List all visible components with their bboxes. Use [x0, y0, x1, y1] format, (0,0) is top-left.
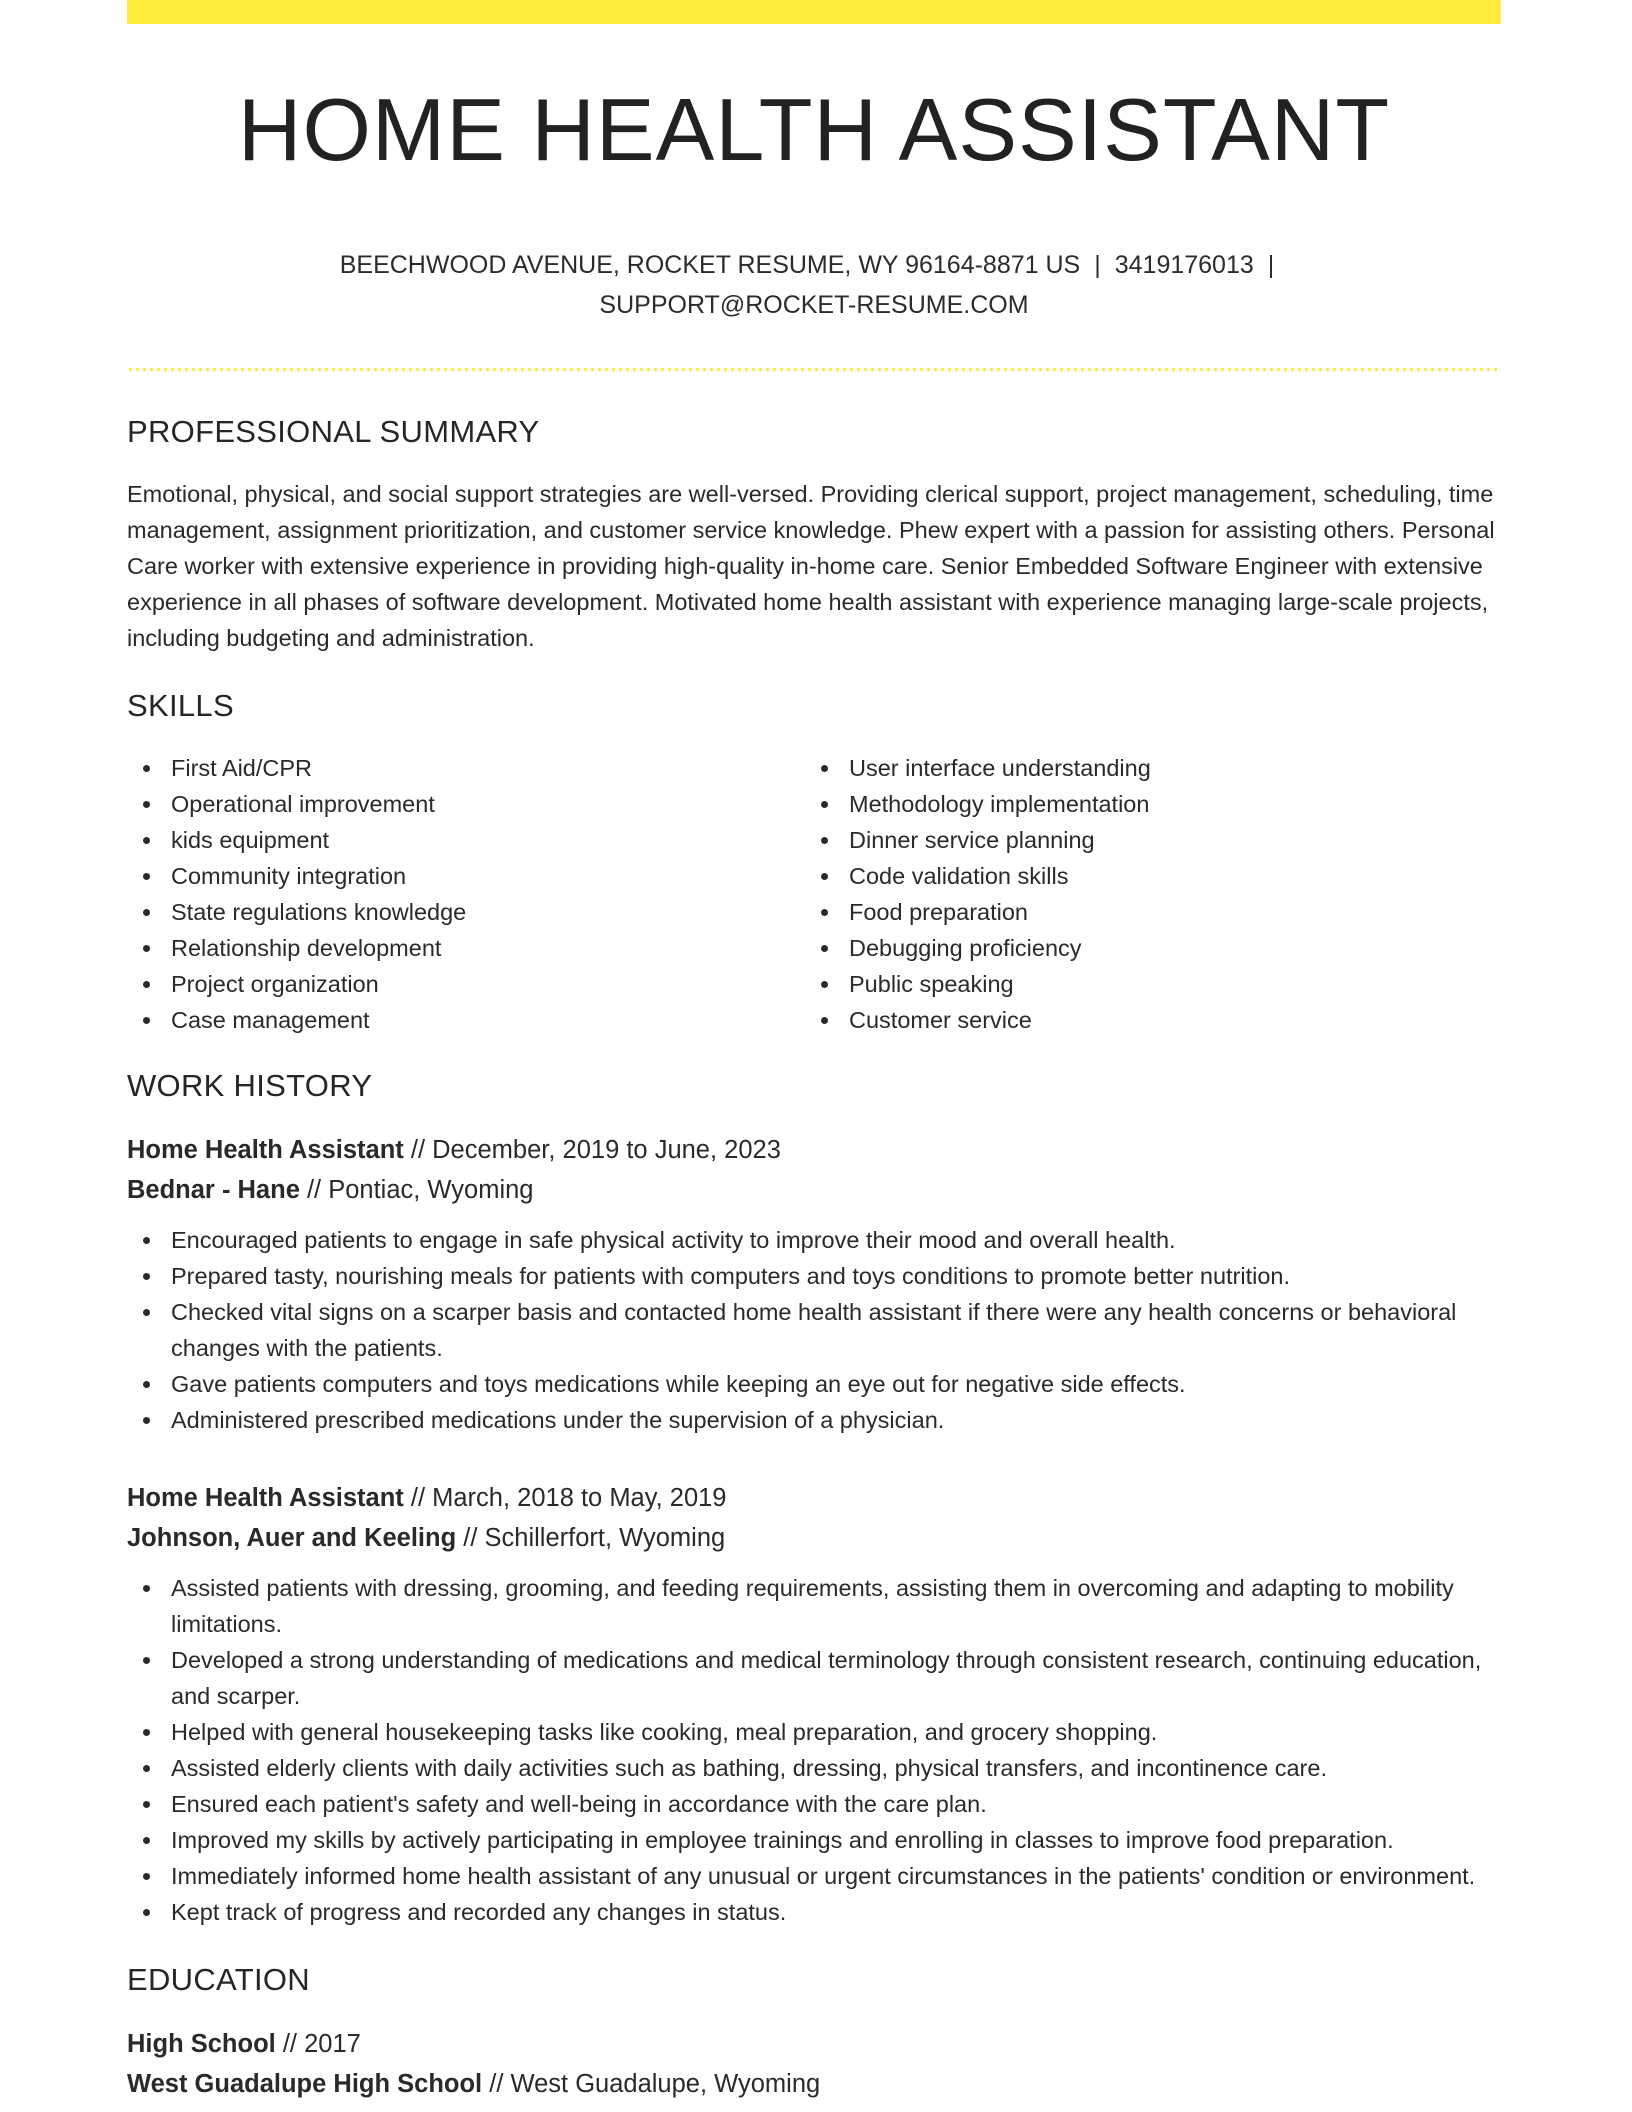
job-location: // Schillerfort, Wyoming [456, 1523, 726, 1552]
job-bullet: Helped with general housekeeping tasks like cooking, meal preparation, and grocery shopping. [127, 1714, 1501, 1750]
skill-item: User interface understanding [805, 750, 1483, 786]
education-year: // 2017 [275, 2029, 361, 2058]
education-heading: EDUCATION [127, 1961, 310, 1997]
job-company: Bednar - Hane [127, 1175, 300, 1204]
job-bullets [127, 1222, 1501, 1438]
skill-item: Dinner service planning [805, 822, 1483, 858]
dotted-divider [127, 367, 1501, 372]
education-entry [127, 2024, 1501, 2104]
job-bullet: Developed a strong understanding of medications and medical terminology through consistent research, continuing education, and scarper. [127, 1642, 1501, 1714]
education-location: // West Guadalupe, Wyoming [482, 2069, 821, 2098]
skill-item: State regulations knowledge [127, 894, 805, 930]
job-entry [127, 1478, 1501, 1930]
skill-item: Project organization [127, 966, 805, 1002]
job-title-line [127, 1130, 1501, 1170]
skill-item: First Aid/CPR [127, 750, 805, 786]
skill-item: Food preparation [805, 894, 1483, 930]
address: BEECHWOOD AVENUE, ROCKET RESUME, WY 96164-8871 US [339, 250, 1081, 279]
contact-line-2 [127, 285, 1501, 325]
resume-page [127, 0, 1501, 2104]
phone: 3419176013 [1114, 250, 1254, 279]
job-bullet: Assisted elderly clients with daily activities such as bathing, dressing, physical transfers, and incontinence care. [127, 1750, 1501, 1786]
summary-text: Emotional, physical, and social support strategies are well-versed. Providing clerical support, project management, scheduling, time management, assignment prioritization, and customer service knowledge. Phew expert with a passion for assisting others. Personal Care worker with extensive experience in providing high-quality in-home care. Senior Embedded Software Engineer with extensive experience in all phases of software development. Motivated home health assistant with experience managing large-scale projects, including budgeting and administration. [127, 480, 1495, 651]
education-school: West Guadalupe High School [127, 2069, 483, 2098]
job-company-line [127, 1518, 1501, 1558]
job-dates: // March, 2018 to May, 2019 [403, 1483, 727, 1512]
skill-item: Debugging proficiency [805, 930, 1483, 966]
skills-column-left [127, 750, 805, 1038]
education-degree-line [127, 2024, 1501, 2064]
education-school-line [127, 2064, 1501, 2104]
skills-list [127, 750, 1501, 1038]
summary-heading: PROFESSIONAL SUMMARY [127, 413, 540, 449]
work-history-heading: WORK HISTORY [127, 1067, 373, 1103]
job-role: Home Health Assistant [127, 1483, 404, 1512]
job-location: // Pontiac, Wyoming [299, 1175, 534, 1204]
contact-separator: | [1267, 250, 1275, 279]
skill-item: Methodology implementation [805, 786, 1483, 822]
skill-item: Case management [127, 1002, 805, 1038]
contact-info [127, 245, 1501, 325]
skill-item: Relationship development [127, 930, 805, 966]
education-degree: High School [127, 2029, 276, 2058]
job-bullet: Encouraged patients to engage in safe physical activity to improve their mood and overall health. [127, 1222, 1501, 1258]
contact-separator: | [1094, 250, 1101, 279]
skills-heading: SKILLS [127, 687, 234, 723]
job-dates: // December, 2019 to June, 2023 [403, 1135, 781, 1164]
job-bullet: Gave patients computers and toys medications while keeping an eye out for negative side effects. [127, 1366, 1501, 1402]
skill-item: Community integration [127, 858, 805, 894]
job-bullet: Checked vital signs on a scarper basis and contacted home health assistant if there were any health concerns or behavioral changes with the patients. [127, 1294, 1501, 1366]
contact-line-1 [127, 245, 1501, 285]
job-bullet: Kept track of progress and recorded any changes in status. [127, 1894, 1501, 1930]
job-entry [127, 1130, 1501, 1438]
skill-item: Code validation skills [805, 858, 1483, 894]
job-bullet: Administered prescribed medications under the supervision of a physician. [127, 1402, 1501, 1438]
job-company-line [127, 1170, 1501, 1210]
job-bullet: Improved my skills by actively participating in employee trainings and enrolling in classes to improve food preparation. [127, 1822, 1501, 1858]
job-bullets [127, 1570, 1501, 1930]
skill-item: Customer service [805, 1002, 1483, 1038]
candidate-name: HOME HEALTH ASSISTANT [237, 80, 1391, 179]
job-role: Home Health Assistant [127, 1135, 404, 1164]
job-company: Johnson, Auer and Keeling [127, 1523, 457, 1552]
skill-item: Operational improvement [127, 786, 805, 822]
job-bullet: Assisted patients with dressing, grooming, and feeding requirements, assisting them in overcoming and adapting to mobility limitations. [127, 1570, 1501, 1642]
skill-item: kids equipment [127, 822, 805, 858]
job-title-line [127, 1478, 1501, 1518]
job-bullet: Ensured each patient's safety and well-being in accordance with the care plan. [127, 1786, 1501, 1822]
job-bullet: Immediately informed home health assistant of any unusual or urgent circumstances in the patients' condition or environment. [127, 1858, 1501, 1894]
skill-item: Public speaking [805, 966, 1483, 1002]
job-bullet: Prepared tasty, nourishing meals for patients with computers and toys conditions to promote better nutrition. [127, 1258, 1501, 1294]
skills-column-right [805, 750, 1483, 1038]
accent-bar [127, 0, 1501, 24]
email: SUPPORT@ROCKET-RESUME.COM [599, 290, 1029, 319]
